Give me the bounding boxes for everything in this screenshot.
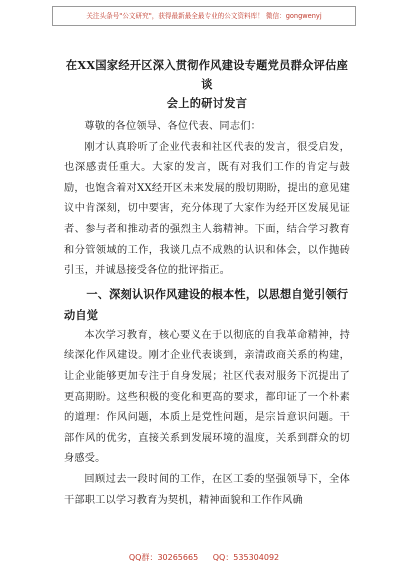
section-heading-1: 一、深刻认识作风建设的根本性，以思想自觉引领行动自觉 [64,286,349,322]
document-body [64,56,350,511]
footer-qq-group: QQ群：30265665 [128,553,199,562]
header-banner: 关注头条号"公文研究"，获得最新最全最专业的公文资料库！ 微信：gongwenyj [52,6,356,26]
document-title-line2: 会上的研讨发言 [166,96,248,110]
salutation: 尊敬的各位领导、各位代表、同志们： [84,121,261,132]
section1-paragraph-1: 本次学习教育，核心要义在于以彻底的自我革命精神，持续深化作风建设。刚才企业代表谈到，亲清政商关系的构建，让企业能够更加专注于自身发展；社区代表对服务下沉提出了更高期盼。这些积极的变化和更高的要求，都印证了一个朴素的道理：作风问题，本质上是党性问题，是宗旨意识问题。干部作风的优劣，直接关系到发展环境的温度，关系到群众的切身感受。 [64,329,350,465]
document-title-line1: 在XX国家经开区深入贯彻作风建设专题党员群众评估座谈 [65,58,349,91]
footer-contact [0,552,408,563]
footer-qq: QQ：535304092 [212,553,280,562]
section1-paragraph-2: 回顾过去一段时间的工作，在区工委的坚强领导下，全体干部职工以学习教育为契机，精神面貌和工作作风确 [64,473,350,506]
intro-paragraph: 刚才认真聆听了企业代表和社区代表的发言，很受启发，也深感责任重大。大家的发言，既有对我们工作的肯定与鼓励，也饱含着对XX经开区未来发展的殷切期盼，提出的意见建议中肯深刻，切中要害，充分体现了大家作为经开区发展见证者、参与者和推动者的强烈主人翁精神。下面，结合学习教育和分管领域的工作，我谈几点不成熟的认识和体会，以作抛砖引玉，并诚恳接受各位的批评指正。 [64,141,350,277]
